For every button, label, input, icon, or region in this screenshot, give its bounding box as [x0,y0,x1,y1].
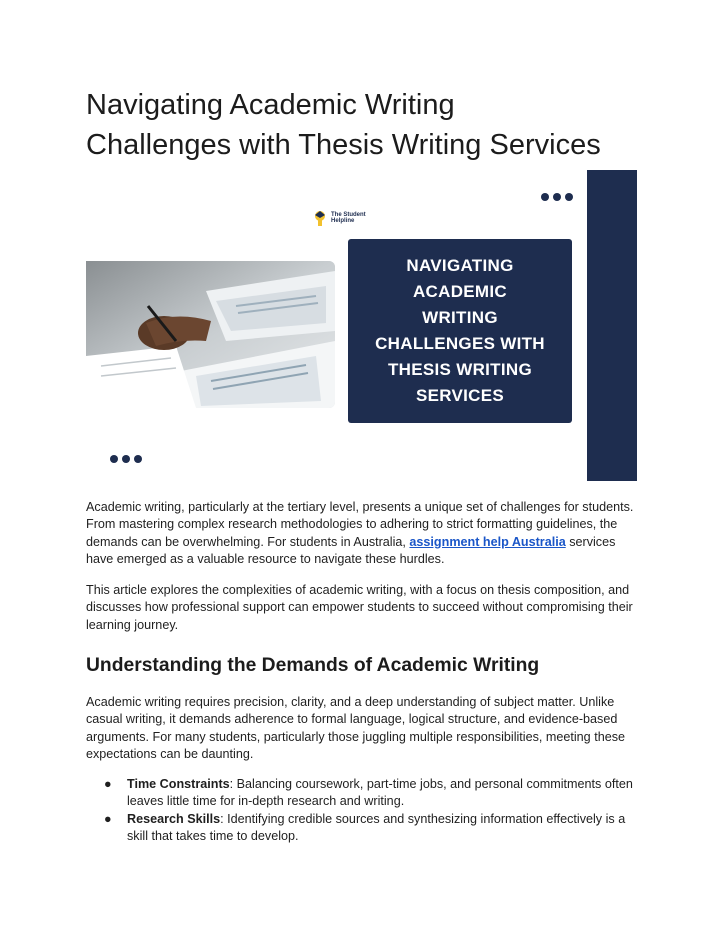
hero-banner-image [86,170,637,481]
list-item-term: Research Skills [127,811,221,826]
banner-title-card [348,239,572,423]
card-line-6: SERVICES [415,386,505,405]
dots-decoration-bottom [110,455,142,463]
banner-side-bar [587,170,637,481]
card-line-5: THESIS WRITING [388,360,532,379]
list-item [86,811,636,846]
bullet-icon: ● [104,811,112,826]
assignment-help-link[interactable]: assignment help Australia [409,534,566,549]
student-helpline-logo [312,209,366,227]
logo-text-line-1: The Student [331,212,366,218]
card-line-3: WRITING [422,308,498,327]
list-item-text: : Balancing coursework, part-time jobs, and personal commitments often leaves little time for in-depth research and writing. [127,777,633,809]
title-line-2: Challenges with Thesis Writing Services [86,129,601,161]
intro-text-before: Academic writing, particularly at the tertiary level, presents a unique set of challenges for students. From mastering complex research methodologies to adhering to strict formatting guidelines, the demands can be overwhelming. For students in Australia, [86,500,634,549]
page-title [86,85,646,165]
article-overview-paragraph: This article explores the complexities of academic writing, with a focus on thesis composition, and discusses how professional support can empower students to succeed without compromising their learning journey. [86,583,633,632]
intro-paragraph [86,499,636,568]
intro-text-after: services have emerged as a valuable resource to navigate these hurdles. [86,534,616,566]
title-line-1: Navigating Academic Writing [86,89,455,121]
bullet-icon: ● [104,777,112,791]
card-line-1: NAVIGATING [406,256,514,275]
card-line-4: CHALLENGES WITH [375,334,545,353]
logo-mark-icon [312,209,328,227]
section-heading: Understanding the Demands of Academic Writing [86,655,540,676]
logo-text-line-2: Helpline [331,218,355,224]
challenges-list [86,776,636,845]
demands-paragraph: Academic writing requires precision, clarity, and a deep understanding of subject matter. Unlike casual writing, it demands adherence to formal language, logical structure, and evidence-based arguments. For many students, particularly those juggling multiple responsibilities, meeting these expectations can be daunting. [86,695,625,761]
card-line-2: ACADEMIC [412,282,507,301]
list-item-text: : Identifying credible sources and synthesizing information effectively is a skill that takes time to develop. [127,811,626,843]
student-writing-photo [86,261,335,408]
list-item [86,776,636,811]
list-item-term: Time Constraints [127,777,230,791]
dots-decoration-top [541,193,573,201]
